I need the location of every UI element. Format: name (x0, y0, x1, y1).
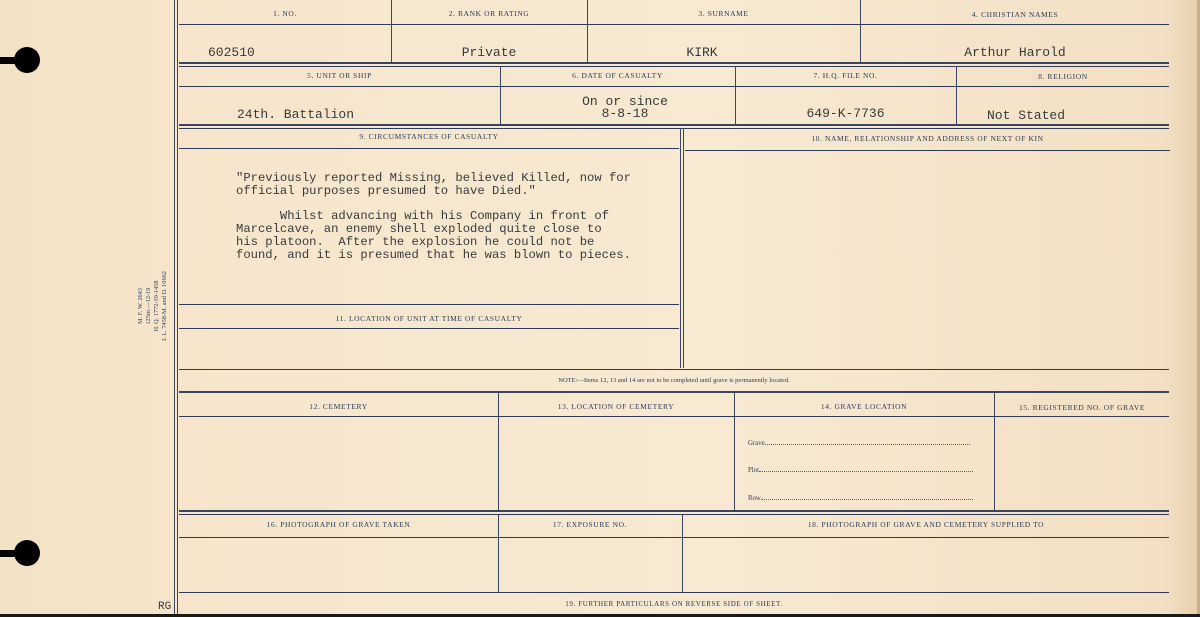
date-of-casualty-line2: 8-8-18 (601, 106, 649, 121)
divider (179, 510, 1169, 512)
divider (179, 148, 679, 149)
divider (179, 24, 1169, 25)
side-print-line: M. F. W. 2643 (136, 287, 144, 324)
circumstances-line: found, and it is presumed that he was blown to pieces. (236, 248, 631, 262)
row-field (748, 493, 973, 502)
label-next-of-kin: 10. NAME, RELATIONSHIP AND ADDRESS OF NEXT OF KIN (811, 134, 1044, 143)
label-unit: 5. UNIT OR SHIP (307, 71, 372, 80)
label-exposure-no: 17. EXPOSURE NO. (552, 520, 628, 529)
unit-value: 24th. Battalion (237, 107, 355, 122)
label-photograph-supplied-to: 18. PHOTOGRAPH OF GRAVE AND CEMETERY SUPPLIED TO (807, 520, 1045, 529)
side-print-line: H. Q. 1772-39-1458 (152, 279, 160, 332)
left-border-inner (177, 0, 178, 614)
label-date-of-casualty: 6. DATE OF CASUALTY (572, 71, 663, 80)
label-location-of-unit: 11. LOCATION OF UNIT AT TIME OF CASUALTY (335, 314, 523, 323)
circumstances-line: Whilst advancing with his Company in front of (236, 209, 609, 223)
christian-names-value: Arthur Harold (964, 45, 1066, 60)
circumstances-line: "Previously reported Missing, believed Killed, now for (236, 171, 631, 185)
label-location-of-cemetery: 13. LOCATION OF CEMETERY (557, 402, 675, 411)
grave-field (748, 438, 970, 447)
circumstances-line: official purposes presumed to have Died." (236, 184, 536, 198)
label-rank: 2. RANK OR RATING (448, 9, 530, 18)
rank-value: Private (461, 45, 517, 60)
divider (179, 592, 1169, 593)
label-further-particulars: 19. FURTHER PARTICULARS ON REVERSE SIDE OF SHEET. (565, 600, 783, 608)
divider (179, 124, 1169, 126)
label-registered-no: 15. REGISTERED NO. OF GRAVE (1018, 403, 1146, 412)
divider (179, 416, 1169, 417)
divider (179, 62, 1169, 64)
label-hq-file-no: 7. H.Q. FILE NO. (813, 71, 878, 80)
label-grave-location: 14. GRAVE LOCATION (820, 402, 908, 411)
divider (179, 66, 1169, 67)
divider (683, 128, 684, 368)
divider (179, 128, 1169, 129)
punch-hole-top (14, 47, 40, 73)
circumstances-line: his platoon. After the explosion he could not be (236, 235, 595, 249)
date-of-casualty-line1: On or since (582, 94, 668, 109)
side-print-codes (130, 258, 175, 353)
divider (179, 514, 1169, 515)
plot-field (748, 465, 973, 474)
label-religion: 8. RELIGION (1038, 72, 1088, 81)
divider (179, 369, 1169, 370)
side-print-line: 125m.—12-19 (144, 287, 152, 324)
corner-mark: RG (158, 601, 172, 613)
label-number: 1. NO. (273, 9, 297, 18)
divider (685, 150, 1170, 151)
label-cemetery: 12. CEMETERY (309, 402, 368, 411)
divider (179, 86, 1169, 87)
plot-label: Plot (748, 467, 759, 474)
circumstances-line: Marcelcave, an enemy shell exploded quite close to (236, 222, 602, 236)
hq-file-no-value: 649-K-7736 (806, 106, 885, 121)
note-text: NOTE:—Items 12, 13 and 14 are not to be completed until grave is permanently located. (558, 377, 790, 384)
divider (179, 328, 679, 329)
label-surname: 3. SURNAME (698, 9, 749, 18)
service-number: 602510 (208, 45, 255, 60)
grave-label: Grave (748, 440, 765, 447)
label-circumstances: 9. CIRCUMSTANCES OF CASUALTY (359, 132, 499, 141)
surname-value: KIRK (686, 45, 718, 60)
divider (179, 537, 1169, 538)
divider (680, 128, 681, 368)
divider (179, 304, 679, 305)
punch-hole-bottom (14, 540, 40, 566)
label-photograph-taken: 16. PHOTOGRAPH OF GRAVE TAKEN (266, 520, 411, 529)
label-christian-names: 4. CHRISTIAN NAMES (971, 10, 1059, 19)
divider (179, 391, 1169, 393)
row-label: Row (748, 495, 761, 502)
religion-value: Not Stated (987, 108, 1066, 123)
side-print-line: I. L. 7458-M. and D. 10662 (160, 270, 168, 341)
